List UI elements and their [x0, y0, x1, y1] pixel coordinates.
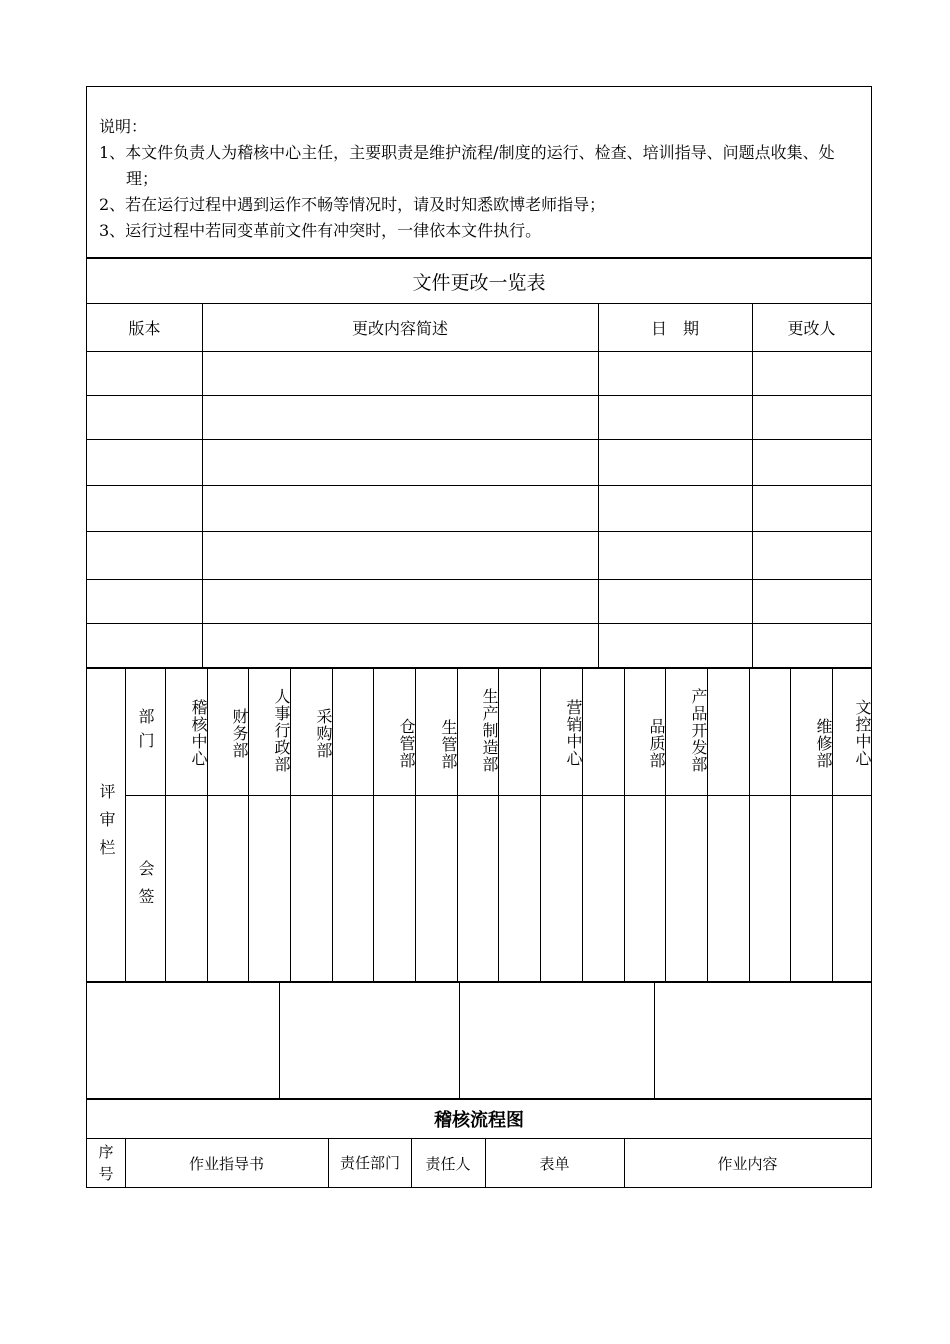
divider [87, 351, 871, 352]
divider [598, 303, 599, 667]
sign-label: 会签 [136, 860, 155, 916]
dept-sales-center: 营销中心 [564, 699, 583, 767]
note-item-2: 2、若在运行过程中遇到运作不畅等情况时，请及时知悉欧博老师指导； [99, 195, 606, 214]
change-table [86, 258, 872, 668]
dept-audit-center: 稽核中心 [189, 699, 208, 767]
dept-maintenance: 维修部 [814, 717, 833, 769]
dept-finance: 财务部 [230, 707, 249, 759]
dept-blank-2 [498, 683, 540, 783]
dept-warehouse: 仓管部 [397, 717, 416, 769]
divider [459, 983, 460, 1098]
dept-product-development: 产品开发部 [689, 687, 708, 773]
header-version: 版本 [128, 318, 161, 338]
divider [328, 1139, 329, 1187]
header-change-summary: 更改内容简述 [351, 318, 448, 338]
dept-label: 部门 [136, 708, 155, 756]
review-section [86, 668, 872, 982]
flow-title: 稽核流程图 [86, 1099, 872, 1139]
flow-header-content: 作业内容 [717, 1154, 778, 1173]
notes-heading: 说明： [99, 117, 148, 136]
divider [654, 983, 655, 1098]
divider [87, 579, 871, 580]
header-changed-by: 更改人 [787, 318, 836, 338]
divider [87, 531, 871, 532]
flow-header-dept: 责任部门 [339, 1154, 400, 1172]
dept-hr-admin: 人事行政部 [272, 687, 291, 773]
dept-manufacturing: 生产制造部 [480, 687, 499, 773]
review-label: 评审栏 [97, 783, 116, 867]
divider [87, 395, 871, 396]
dept-document-control: 文控中心 [853, 699, 872, 767]
divider [202, 303, 203, 667]
header-date: 日 期 [650, 318, 699, 338]
dept-purchasing: 采购部 [314, 707, 333, 759]
notes-section [86, 86, 872, 258]
approval-row [86, 982, 872, 1099]
divider [279, 983, 280, 1098]
flow-header [86, 1138, 872, 1188]
dept-blank-4 [707, 683, 749, 783]
flow-header-form: 表单 [539, 1154, 570, 1173]
flow-header-person: 责任人 [425, 1154, 471, 1173]
document-form [86, 86, 872, 1188]
flow-header-seq: 序号 [98, 1143, 114, 1183]
dept-blank-5 [749, 683, 790, 783]
divider [87, 485, 871, 486]
divider [87, 623, 871, 624]
note-item-3: 3、运行过程中若同变革前文件有冲突时，一律依本文件执行。 [99, 221, 542, 240]
dept-blank-1 [332, 683, 373, 783]
notes-text [99, 114, 865, 244]
divider [752, 303, 753, 667]
change-table-title: 文件更改一览表 [412, 271, 546, 294]
dept-production-control: 生管部 [439, 718, 458, 770]
dept-blank-3 [582, 683, 624, 783]
divider [87, 439, 871, 440]
flow-header-instruction: 作业指导书 [188, 1154, 264, 1173]
dept-quality: 品质部 [647, 717, 666, 769]
note-item-1: 1、本文件负责人为稽核中心主任，主要职责是维护流程/制度的运行、检查、培训指导、问题点收集、处理； [99, 143, 835, 188]
